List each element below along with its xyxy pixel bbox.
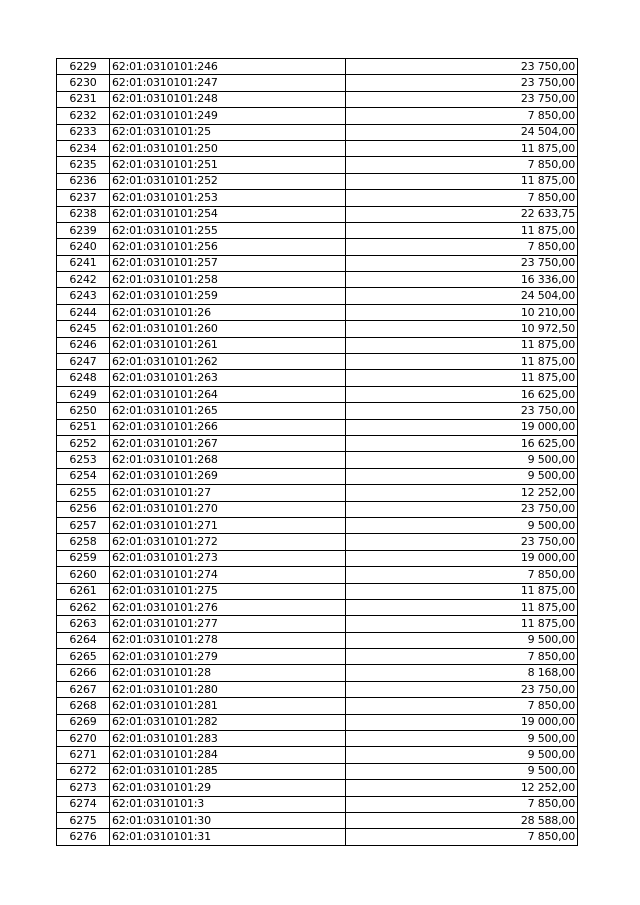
value-cell: 7 850,00: [346, 829, 578, 845]
cadastral-number-cell: 62:01:0310101:249: [110, 108, 346, 124]
value-cell: 23 750,00: [346, 501, 578, 517]
cadastral-number-cell: 62:01:0310101:266: [110, 419, 346, 435]
row-number-cell: 6229: [57, 59, 110, 75]
cadastral-number-cell: 62:01:0310101:281: [110, 698, 346, 714]
cadastral-number-cell: 62:01:0310101:26: [110, 304, 346, 320]
table-row: [57, 272, 578, 288]
table-row: [57, 747, 578, 763]
row-number-cell: 6258: [57, 534, 110, 550]
table-row: [57, 517, 578, 533]
row-number-cell: 6261: [57, 583, 110, 599]
table-row: [57, 829, 578, 845]
row-number-cell: 6257: [57, 517, 110, 533]
table-row: [57, 206, 578, 222]
table-row: [57, 386, 578, 402]
value-cell: 11 875,00: [346, 616, 578, 632]
cadastral-number-cell: 62:01:0310101:31: [110, 829, 346, 845]
table-row: [57, 337, 578, 353]
row-number-cell: 6275: [57, 812, 110, 828]
row-number-cell: 6240: [57, 239, 110, 255]
cadastral-number-cell: 62:01:0310101:251: [110, 157, 346, 173]
value-cell: 23 750,00: [346, 59, 578, 75]
row-number-cell: 6250: [57, 403, 110, 419]
row-number-cell: 6243: [57, 288, 110, 304]
cadastral-number-cell: 62:01:0310101:282: [110, 714, 346, 730]
table-row: [57, 632, 578, 648]
table-body: [57, 59, 578, 846]
cadastral-number-cell: 62:01:0310101:250: [110, 140, 346, 156]
value-cell: 11 875,00: [346, 354, 578, 370]
cadastral-number-cell: 62:01:0310101:3: [110, 796, 346, 812]
value-cell: 9 500,00: [346, 517, 578, 533]
cadastral-number-cell: 62:01:0310101:28: [110, 665, 346, 681]
row-number-cell: 6239: [57, 222, 110, 238]
row-number-cell: 6249: [57, 386, 110, 402]
cadastral-number-cell: 62:01:0310101:275: [110, 583, 346, 599]
value-cell: 9 500,00: [346, 763, 578, 779]
value-cell: 23 750,00: [346, 75, 578, 91]
row-number-cell: 6238: [57, 206, 110, 222]
table-row: [57, 255, 578, 271]
value-cell: 9 500,00: [346, 452, 578, 468]
value-cell: 9 500,00: [346, 731, 578, 747]
row-number-cell: 6273: [57, 780, 110, 796]
row-number-cell: 6265: [57, 649, 110, 665]
value-cell: 19 000,00: [346, 714, 578, 730]
cadastral-number-cell: 62:01:0310101:257: [110, 255, 346, 271]
row-number-cell: 6276: [57, 829, 110, 845]
row-number-cell: 6264: [57, 632, 110, 648]
table-row: [57, 714, 578, 730]
table-row: [57, 616, 578, 632]
table-row: [57, 665, 578, 681]
value-cell: 24 504,00: [346, 124, 578, 140]
row-number-cell: 6274: [57, 796, 110, 812]
value-cell: 23 750,00: [346, 255, 578, 271]
cadastral-number-cell: 62:01:0310101:261: [110, 337, 346, 353]
table-row: [57, 435, 578, 451]
value-cell: 23 750,00: [346, 534, 578, 550]
cadastral-number-cell: 62:01:0310101:279: [110, 649, 346, 665]
value-cell: 23 750,00: [346, 403, 578, 419]
row-number-cell: 6255: [57, 485, 110, 501]
row-number-cell: 6270: [57, 731, 110, 747]
row-number-cell: 6233: [57, 124, 110, 140]
table-row: [57, 698, 578, 714]
row-number-cell: 6232: [57, 108, 110, 124]
cadastral-number-cell: 62:01:0310101:254: [110, 206, 346, 222]
table-row: [57, 550, 578, 566]
cadastral-number-cell: 62:01:0310101:248: [110, 91, 346, 107]
cadastral-number-cell: 62:01:0310101:276: [110, 599, 346, 615]
value-cell: 11 875,00: [346, 173, 578, 189]
table-row: [57, 812, 578, 828]
row-number-cell: 6262: [57, 599, 110, 615]
table-row: [57, 59, 578, 75]
value-cell: 9 500,00: [346, 632, 578, 648]
table-row: [57, 763, 578, 779]
value-cell: 7 850,00: [346, 796, 578, 812]
table-row: [57, 222, 578, 238]
cadastral-number-cell: 62:01:0310101:284: [110, 747, 346, 763]
cadastral-number-cell: 62:01:0310101:273: [110, 550, 346, 566]
row-number-cell: 6268: [57, 698, 110, 714]
cadastral-number-cell: 62:01:0310101:260: [110, 321, 346, 337]
table-row: [57, 91, 578, 107]
value-cell: 11 875,00: [346, 370, 578, 386]
value-cell: 23 750,00: [346, 681, 578, 697]
table-row: [57, 681, 578, 697]
row-number-cell: 6253: [57, 452, 110, 468]
value-cell: 7 850,00: [346, 108, 578, 124]
value-cell: 19 000,00: [346, 419, 578, 435]
cadastral-number-cell: 62:01:0310101:253: [110, 190, 346, 206]
table-row: [57, 288, 578, 304]
row-number-cell: 6231: [57, 91, 110, 107]
value-cell: 8 168,00: [346, 665, 578, 681]
value-cell: 16 625,00: [346, 386, 578, 402]
table-row: [57, 501, 578, 517]
value-cell: 24 504,00: [346, 288, 578, 304]
cadastral-number-cell: 62:01:0310101:265: [110, 403, 346, 419]
table-row: [57, 370, 578, 386]
row-number-cell: 6260: [57, 567, 110, 583]
cadastral-number-cell: 62:01:0310101:278: [110, 632, 346, 648]
value-cell: 11 875,00: [346, 337, 578, 353]
table-row: [57, 649, 578, 665]
table-row: [57, 583, 578, 599]
row-number-cell: 6234: [57, 140, 110, 156]
table-row: [57, 157, 578, 173]
value-cell: 10 210,00: [346, 304, 578, 320]
row-number-cell: 6236: [57, 173, 110, 189]
table-row: [57, 485, 578, 501]
row-number-cell: 6230: [57, 75, 110, 91]
cadastral-number-cell: 62:01:0310101:247: [110, 75, 346, 91]
row-number-cell: 6235: [57, 157, 110, 173]
row-number-cell: 6244: [57, 304, 110, 320]
value-cell: 11 875,00: [346, 140, 578, 156]
table-row: [57, 731, 578, 747]
row-number-cell: 6254: [57, 468, 110, 484]
table-row: [57, 304, 578, 320]
row-number-cell: 6259: [57, 550, 110, 566]
table-row: [57, 403, 578, 419]
cadastral-number-cell: 62:01:0310101:283: [110, 731, 346, 747]
cadastral-number-cell: 62:01:0310101:246: [110, 59, 346, 75]
row-number-cell: 6246: [57, 337, 110, 353]
table-row: [57, 419, 578, 435]
cadastral-number-cell: 62:01:0310101:264: [110, 386, 346, 402]
cadastral-number-cell: 62:01:0310101:25: [110, 124, 346, 140]
table-row: [57, 567, 578, 583]
table-row: [57, 468, 578, 484]
cadastral-number-cell: 62:01:0310101:277: [110, 616, 346, 632]
table-row: [57, 239, 578, 255]
table-row: [57, 796, 578, 812]
value-cell: 22 633,75: [346, 206, 578, 222]
cadastral-number-cell: 62:01:0310101:269: [110, 468, 346, 484]
cadastral-number-cell: 62:01:0310101:258: [110, 272, 346, 288]
table-row: [57, 124, 578, 140]
value-cell: 12 252,00: [346, 780, 578, 796]
table-row: [57, 108, 578, 124]
row-number-cell: 6245: [57, 321, 110, 337]
row-number-cell: 6263: [57, 616, 110, 632]
row-number-cell: 6242: [57, 272, 110, 288]
value-cell: 7 850,00: [346, 698, 578, 714]
table-row: [57, 780, 578, 796]
table-row: [57, 75, 578, 91]
cadastral-number-cell: 62:01:0310101:259: [110, 288, 346, 304]
cadastral-number-cell: 62:01:0310101:268: [110, 452, 346, 468]
table-row: [57, 354, 578, 370]
value-cell: 23 750,00: [346, 91, 578, 107]
row-number-cell: 6272: [57, 763, 110, 779]
row-number-cell: 6271: [57, 747, 110, 763]
cadastral-number-cell: 62:01:0310101:270: [110, 501, 346, 517]
row-number-cell: 6251: [57, 419, 110, 435]
row-number-cell: 6237: [57, 190, 110, 206]
row-number-cell: 6241: [57, 255, 110, 271]
table-row: [57, 140, 578, 156]
value-cell: 16 336,00: [346, 272, 578, 288]
cadastral-number-cell: 62:01:0310101:30: [110, 812, 346, 828]
table-row: [57, 321, 578, 337]
cadastral-number-cell: 62:01:0310101:285: [110, 763, 346, 779]
cadastral-number-cell: 62:01:0310101:263: [110, 370, 346, 386]
table-row: [57, 534, 578, 550]
row-number-cell: 6248: [57, 370, 110, 386]
value-cell: 28 588,00: [346, 812, 578, 828]
cadastral-number-cell: 62:01:0310101:29: [110, 780, 346, 796]
row-number-cell: 6269: [57, 714, 110, 730]
value-cell: 19 000,00: [346, 550, 578, 566]
cadastral-number-cell: 62:01:0310101:262: [110, 354, 346, 370]
data-table: [56, 58, 578, 846]
value-cell: 12 252,00: [346, 485, 578, 501]
cadastral-number-cell: 62:01:0310101:280: [110, 681, 346, 697]
table-row: [57, 173, 578, 189]
value-cell: 10 972,50: [346, 321, 578, 337]
cadastral-number-cell: 62:01:0310101:255: [110, 222, 346, 238]
row-number-cell: 6266: [57, 665, 110, 681]
value-cell: 7 850,00: [346, 190, 578, 206]
cadastral-number-cell: 62:01:0310101:256: [110, 239, 346, 255]
cadastral-number-cell: 62:01:0310101:252: [110, 173, 346, 189]
cadastral-number-cell: 62:01:0310101:267: [110, 435, 346, 451]
table-row: [57, 599, 578, 615]
value-cell: 11 875,00: [346, 583, 578, 599]
value-cell: 7 850,00: [346, 157, 578, 173]
row-number-cell: 6247: [57, 354, 110, 370]
row-number-cell: 6267: [57, 681, 110, 697]
value-cell: 11 875,00: [346, 222, 578, 238]
value-cell: 7 850,00: [346, 567, 578, 583]
value-cell: 9 500,00: [346, 747, 578, 763]
table-row: [57, 190, 578, 206]
cadastral-number-cell: 62:01:0310101:274: [110, 567, 346, 583]
value-cell: 11 875,00: [346, 599, 578, 615]
row-number-cell: 6252: [57, 435, 110, 451]
value-cell: 7 850,00: [346, 649, 578, 665]
cadastral-number-cell: 62:01:0310101:271: [110, 517, 346, 533]
row-number-cell: 6256: [57, 501, 110, 517]
table-row: [57, 452, 578, 468]
cadastral-number-cell: 62:01:0310101:27: [110, 485, 346, 501]
cadastral-number-cell: 62:01:0310101:272: [110, 534, 346, 550]
value-cell: 16 625,00: [346, 435, 578, 451]
value-cell: 7 850,00: [346, 239, 578, 255]
value-cell: 9 500,00: [346, 468, 578, 484]
